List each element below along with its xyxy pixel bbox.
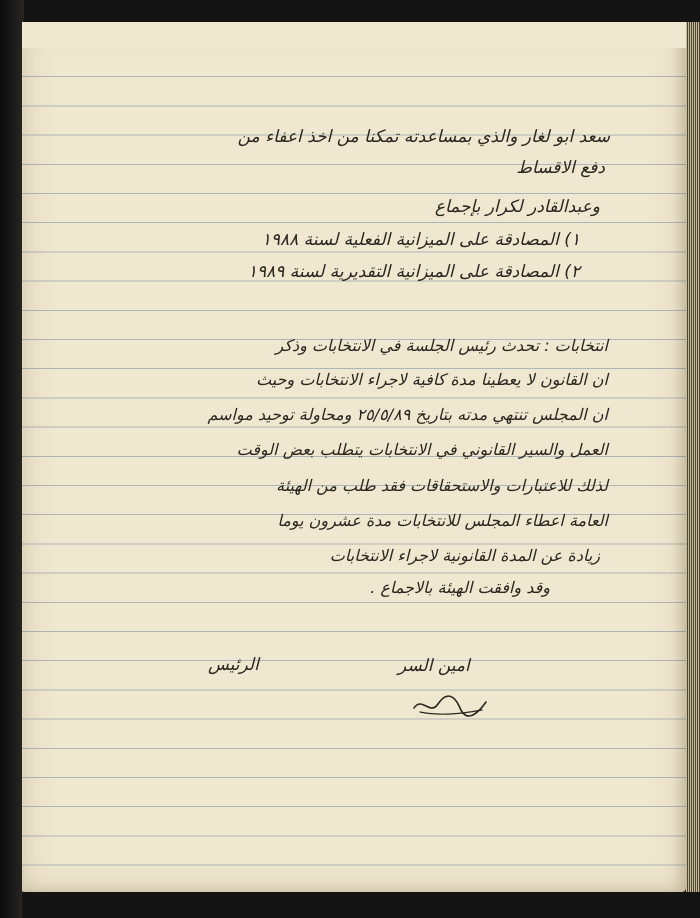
paragraph-line-5: لذلك للاعتبارات والاستحقاقات فقد طلب من الهيئة: [276, 476, 608, 495]
paragraph-line-7: زيادة عن المدة القانونية لاجراء الانتخابات: [329, 546, 600, 565]
handwritten-signature: [410, 690, 490, 720]
binding-edge: [0, 0, 24, 918]
minutes-line-3: وعبدالقادر لكرار بإجماع: [434, 197, 600, 217]
minutes-item-1: ١) المصادقة على الميزانية الفعلية لسنة ١٩٨٨: [261, 230, 580, 250]
paragraph-line-1: انتخابات : تحدث رئيس الجلسة في الانتخابات وذكر: [275, 336, 608, 355]
minutes-line-1: سعد ابو لغار والذي بمساعدته تمكنا من اخذ اعفاء من: [237, 127, 610, 147]
background-bottom: [22, 892, 700, 918]
paragraph-line-4: العمل والسير القانوني في الانتخابات يتطلب بعض الوقت: [236, 440, 608, 459]
paragraph-line-2: ان القانون لا يعطينا مدة كافية لاجراء الانتخابات وحيث: [256, 370, 608, 389]
minutes-line-2: دفع الاقساط: [516, 158, 605, 178]
minutes-item-2: ٢) المصادقة على الميزانية التقديرية لسنة ١٩٨٩: [247, 262, 580, 282]
signature-label-chairman: الرئيس: [208, 655, 259, 675]
paragraph-line-3: ان المجلس تنتهي مدته بتاريخ ٢٥/٥/٨٩ ومحاولة توحيد مواسم: [207, 405, 608, 424]
signature-label-secretary: امين السر: [398, 656, 470, 676]
paragraph-line-8: وقد وافقت الهيئة بالاجماع .: [370, 578, 550, 597]
paragraph-line-6: العامة اعطاء المجلس للانتخابات مدة عشرون يوما: [277, 511, 608, 530]
page-stack-edge: [686, 22, 700, 892]
